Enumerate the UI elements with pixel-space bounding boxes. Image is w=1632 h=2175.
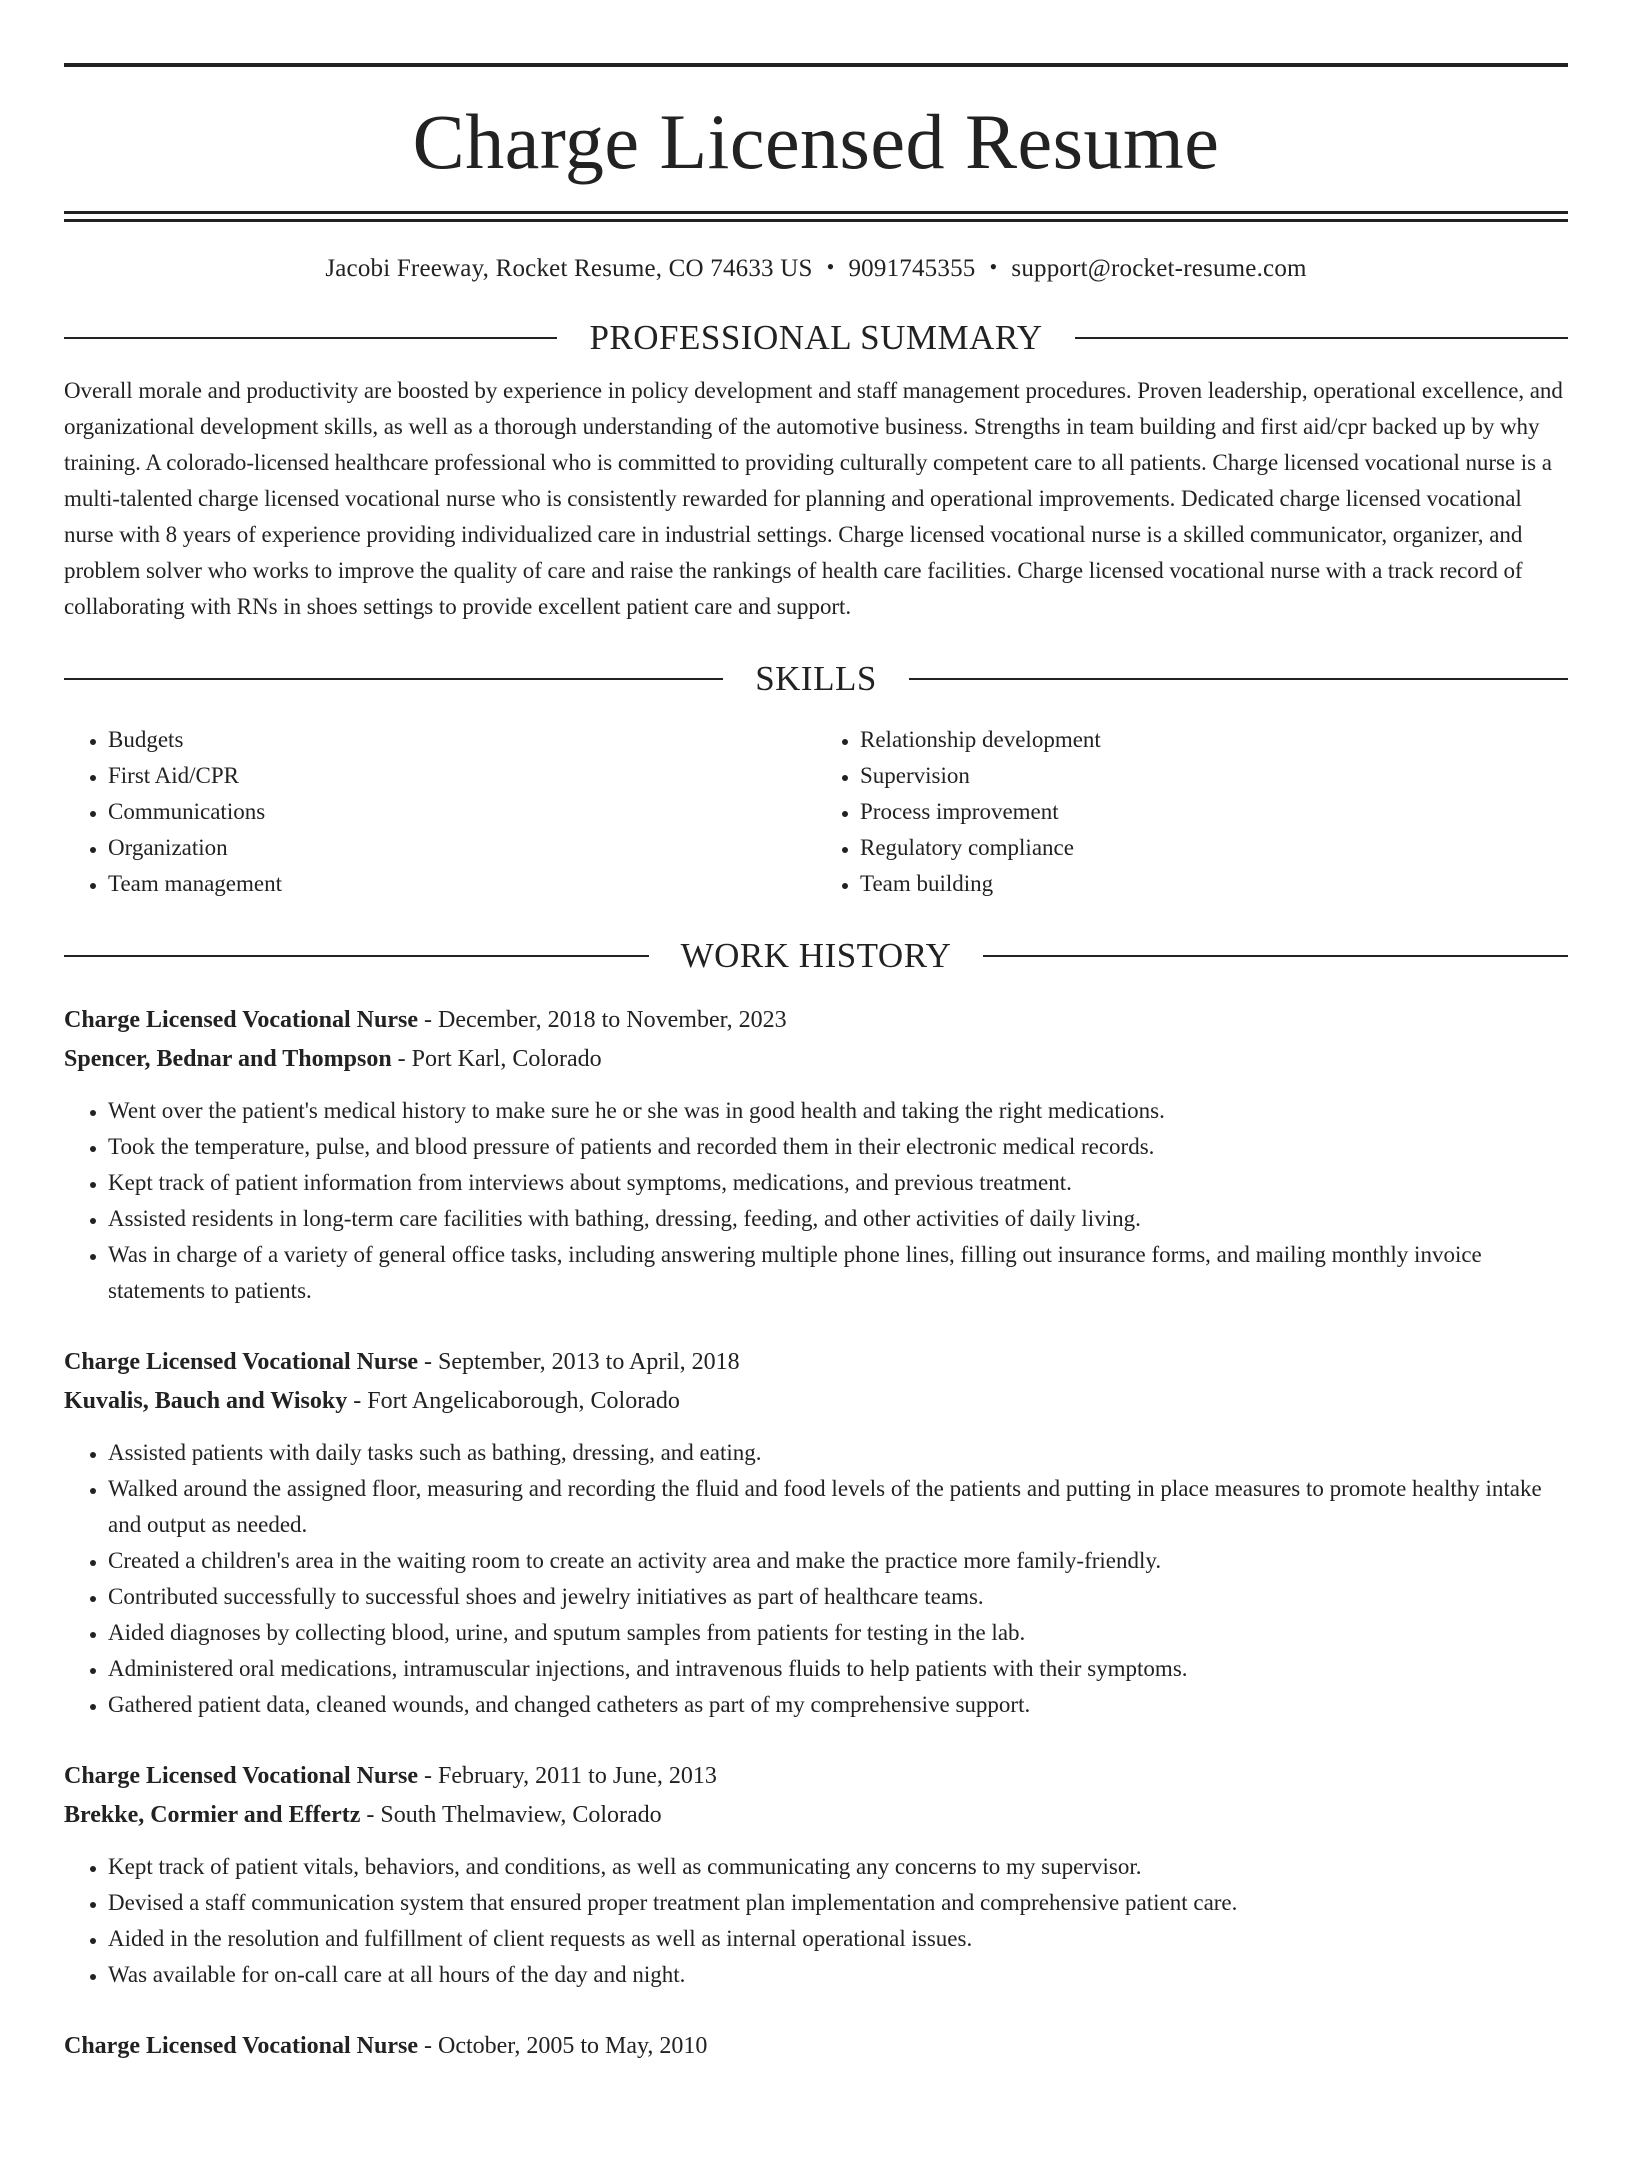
contact-address: Jacobi Freeway, Rocket Resume, CO 74633 US <box>325 255 813 282</box>
job-bullet: • Aided diagnoses by collecting blood, urine, and sputum samples from patients for testing in the lab. <box>108 1615 1568 1651</box>
job-bullets <box>64 1435 1568 1723</box>
summary-heading-label: PROFESSIONAL SUMMARY <box>589 318 1043 357</box>
job-location: - South Thelmaview, Colorado <box>360 1802 662 1828</box>
job-company-line <box>64 1796 1568 1835</box>
contact-phone: 9091745355 <box>848 255 976 282</box>
skills-column-right <box>816 722 1568 902</box>
job-dates: - February, 2011 to June, 2013 <box>418 1763 717 1789</box>
heading-rule-right <box>909 678 1568 680</box>
skill-item: • Regulatory compliance <box>860 830 1568 866</box>
heading-rule-left <box>64 337 557 339</box>
job-bullets <box>64 1093 1568 1309</box>
job-location: - Fort Angelicaborough, Colorado <box>347 1388 680 1414</box>
job-title: Charge Licensed Vocational Nurse <box>64 1763 418 1789</box>
job-dates: - December, 2018 to November, 2023 <box>418 1007 787 1033</box>
top-rule <box>64 63 1568 67</box>
job-bullet: • Took the temperature, pulse, and blood pressure of patients and recorded them in their electronic medical records. <box>108 1129 1568 1165</box>
skills-column-left <box>64 722 816 902</box>
job-company-line <box>64 1040 1568 1079</box>
job-dates: - September, 2013 to April, 2018 <box>418 1349 740 1375</box>
contact-line <box>64 254 1568 284</box>
skill-item: • Supervision <box>860 758 1568 794</box>
summary-heading <box>64 320 1568 355</box>
heading-rule-left <box>64 955 649 957</box>
job-bullet: • Was available for on-call care at all hours of the day and night. <box>108 1957 1568 1993</box>
skill-item: • Team building <box>860 866 1568 902</box>
job-company: Spencer, Bednar and Thompson <box>64 1046 392 1072</box>
skill-item: • Relationship development <box>860 722 1568 758</box>
skill-item: • Budgets <box>108 722 816 758</box>
heading-rule-right <box>1075 337 1568 339</box>
job-bullet: • Kept track of patient vitals, behaviors, and conditions, as well as communicating any concerns to my supervisor. <box>108 1849 1568 1885</box>
job-title: Charge Licensed Vocational Nurse <box>64 1007 418 1033</box>
work-heading <box>64 938 1568 973</box>
job-bullet: • Contributed successfully to successful shoes and jewelry initiatives as part of healthcare teams. <box>108 1579 1568 1615</box>
job-company: Brekke, Cormier and Effertz <box>64 1802 361 1828</box>
skill-item: • Team management <box>108 866 816 902</box>
heading-rule-left <box>64 678 723 680</box>
work-heading-label: WORK HISTORY <box>680 936 952 975</box>
job-entry <box>64 2027 1568 2066</box>
skills-heading-label: SKILLS <box>755 659 877 698</box>
contact-separator: • <box>826 254 835 279</box>
job-bullet: • Was in charge of a variety of general office tasks, including answering multiple phone lines, filling out insurance forms, and mailing monthly invoice statements to patients. <box>108 1237 1568 1309</box>
job-entry <box>64 1001 1568 1309</box>
job-title: Charge Licensed Vocational Nurse <box>64 2033 418 2059</box>
skill-item: • Communications <box>108 794 816 830</box>
job-bullet: • Aided in the resolution and fulfillment of client requests as well as internal operational issues. <box>108 1921 1568 1957</box>
resume-title: Charge Licensed Resume <box>412 98 1220 185</box>
title-double-rule <box>64 211 1568 222</box>
resume-page <box>0 63 1632 2175</box>
job-company-line <box>64 1382 1568 1421</box>
job-title-line <box>64 1001 1568 1040</box>
skill-item: • First Aid/CPR <box>108 758 816 794</box>
job-bullet: • Walked around the assigned floor, measuring and recording the fluid and food levels of the patients and putting in place measures to promote healthy intake and output as needed. <box>108 1471 1568 1543</box>
job-bullet: • Gathered patient data, cleaned wounds, and changed catheters as part of my comprehensive support. <box>108 1687 1568 1723</box>
job-location: - Port Karl, Colorado <box>391 1046 602 1072</box>
job-company: Kuvalis, Bauch and Wisoky <box>64 1388 348 1414</box>
job-bullets <box>64 1849 1568 1993</box>
contact-separator: • <box>989 254 998 279</box>
job-title-line <box>64 2027 1568 2066</box>
job-dates: - October, 2005 to May, 2010 <box>418 2033 708 2059</box>
skills-list <box>64 722 1568 902</box>
job-title: Charge Licensed Vocational Nurse <box>64 1349 418 1375</box>
job-title-line <box>64 1343 1568 1382</box>
job-title-line <box>64 1757 1568 1796</box>
job-entry <box>64 1757 1568 1993</box>
job-bullet: • Created a children's area in the waiting room to create an activity area and make the practice more family-friendly. <box>108 1543 1568 1579</box>
heading-rule-right <box>983 955 1568 957</box>
skill-item: • Process improvement <box>860 794 1568 830</box>
job-bullet: • Assisted patients with daily tasks such as bathing, dressing, and eating. <box>108 1435 1568 1471</box>
job-bullet: • Devised a staff communication system that ensured proper treatment plan implementation and comprehensive patient care. <box>108 1885 1568 1921</box>
job-bullet: • Assisted residents in long-term care facilities with bathing, dressing, feeding, and other activities of daily living. <box>108 1201 1568 1237</box>
contact-email: support@rocket-resume.com <box>1011 255 1307 282</box>
job-bullet: • Kept track of patient information from interviews about symptoms, medications, and previous treatment. <box>108 1165 1568 1201</box>
job-bullet: • Administered oral medications, intramuscular injections, and intravenous fluids to help patients with their symptoms. <box>108 1651 1568 1687</box>
job-entry <box>64 1343 1568 1723</box>
job-bullet: • Went over the patient's medical history to make sure he or she was in good health and taking the right medications. <box>108 1093 1568 1129</box>
skill-item: • Organization <box>108 830 816 866</box>
skills-heading <box>64 661 1568 696</box>
summary-text: Overall morale and productivity are boosted by experience in policy development and staff management procedures. Proven leadership, operational excellence, and organizational development skills, as well as a thorough understanding of the automotive business. Strengths in team building and first aid/cpr backed up by why training. A colorado-licensed healthcare professional who is committed to providing culturally competent care to all patients. Charge licensed vocational nurse is a multi-talented charge licensed vocational nurse who is consistently rewarded for planning and operational improvements. Dedicated charge licensed vocational nurse with 8 years of experience providing individualized care in industrial settings. Charge licensed vocational nurse is a skilled communicator, organizer, and problem solver who works to improve the quality of care and raise the rankings of health care facilities. Charge licensed vocational nurse with a track record of collaborating with RNs in shoes settings to provide excellent patient care and support. <box>64 378 1563 619</box>
